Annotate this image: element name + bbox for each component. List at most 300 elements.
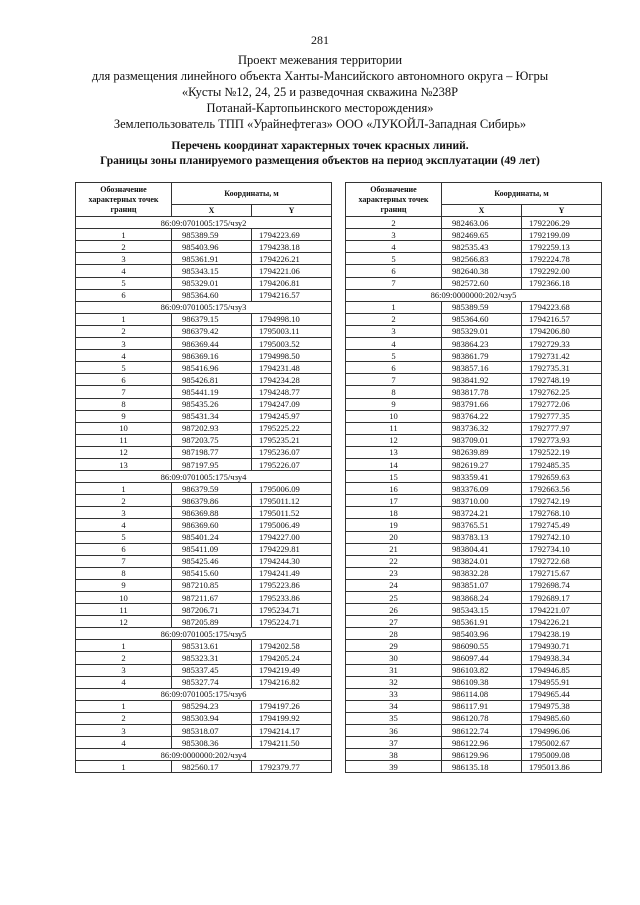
table-row [346, 628, 602, 640]
table-row [76, 350, 332, 362]
point-number: 13 [76, 458, 172, 470]
header-line-1: Проект межевания территории [237, 53, 403, 67]
point-number: 20 [346, 531, 442, 543]
y-coordinate: 1794221.07 [522, 604, 602, 616]
point-number: 4 [346, 241, 442, 253]
x-coordinate: 987198.77 [172, 446, 252, 458]
y-coordinate: 1792206.29 [522, 217, 602, 229]
parcel-designation: 86:09:0000000:202/чзу4 [76, 749, 332, 761]
y-coordinate: 1792742.10 [522, 531, 602, 543]
y-coordinate: 1795003.52 [252, 338, 332, 350]
x-coordinate: 983709.01 [442, 434, 522, 446]
y-coordinate: 1795233.86 [252, 592, 332, 604]
x-coordinate: 982640.38 [442, 265, 522, 277]
y-coordinate: 1795011.52 [252, 507, 332, 519]
x-coordinate: 982469.65 [442, 229, 522, 241]
point-number: 1 [76, 761, 172, 773]
table-row [76, 676, 332, 688]
x-coordinate: 983868.24 [442, 592, 522, 604]
point-number: 2 [346, 217, 442, 229]
y-coordinate: 1792259.13 [522, 241, 602, 253]
point-number: 1 [76, 313, 172, 325]
table-row [76, 398, 332, 410]
group-row [76, 628, 332, 640]
x-coordinate: 985435.26 [172, 398, 252, 410]
point-number: 18 [346, 507, 442, 519]
x-coordinate: 983359.41 [442, 471, 522, 483]
y-coordinate: 1794219.49 [252, 664, 332, 676]
x-coordinate: 982535.43 [442, 241, 522, 253]
table-title-line-1: Перечень координат характерных точек красных линий. [171, 140, 469, 152]
x-coordinate: 983851.07 [442, 579, 522, 591]
point-number: 15 [346, 471, 442, 483]
table-row [346, 616, 602, 628]
table-row [346, 301, 602, 313]
x-coordinate: 985308.36 [172, 737, 252, 749]
x-coordinate: 986122.74 [442, 725, 522, 737]
point-number: 12 [76, 616, 172, 628]
y-coordinate: 1792659.63 [522, 471, 602, 483]
x-coordinate: 983376.09 [442, 483, 522, 495]
designation-header: Обозначение характерных точек границ [76, 183, 172, 217]
y-coordinate: 1794229.81 [252, 543, 332, 555]
table-row [346, 495, 602, 507]
point-number: 31 [346, 664, 442, 676]
x-coordinate: 986379.86 [172, 495, 252, 507]
y-coordinate: 1792722.68 [522, 555, 602, 567]
table-row [76, 664, 332, 676]
y-coordinate: 1792224.78 [522, 253, 602, 265]
point-number: 14 [346, 458, 442, 470]
point-number: 10 [76, 592, 172, 604]
x-coordinate: 986369.16 [172, 350, 252, 362]
x-coordinate: 985343.15 [442, 604, 522, 616]
point-number: 3 [76, 338, 172, 350]
y-coordinate: 1794248.77 [252, 386, 332, 398]
table-row [346, 422, 602, 434]
x-coordinate: 985403.96 [442, 628, 522, 640]
y-header: Y [522, 205, 602, 217]
x-coordinate: 985364.60 [172, 289, 252, 301]
point-number: 26 [346, 604, 442, 616]
x-header: X [442, 205, 522, 217]
y-coordinate: 1794244.30 [252, 555, 332, 567]
y-coordinate: 1795224.71 [252, 616, 332, 628]
header-line-4: Потанай-Картопьинского месторождения» [206, 101, 434, 115]
page-number: 281 [311, 33, 329, 47]
table-row [346, 604, 602, 616]
table-row [346, 458, 602, 470]
point-number: 7 [76, 386, 172, 398]
y-coordinate: 1794199.92 [252, 712, 332, 724]
y-coordinate: 1794946.85 [522, 664, 602, 676]
point-number: 8 [76, 567, 172, 579]
designation-header: Обозначение характерных точек границ [346, 183, 442, 217]
x-coordinate: 987197.95 [172, 458, 252, 470]
point-number: 13 [346, 446, 442, 458]
coordinates-header: Координаты, м [172, 183, 332, 205]
table-row [76, 507, 332, 519]
y-coordinate: 1792777.97 [522, 422, 602, 434]
x-coordinate: 986379.59 [172, 483, 252, 495]
point-number: 7 [76, 555, 172, 567]
y-coordinate: 1792199.09 [522, 229, 602, 241]
x-coordinate: 987210.85 [172, 579, 252, 591]
header-line-5: Землепользователь ТПП «Урайнефтегаз» ООО «ЛУКОЙЛ-Западная Сибирь» [113, 117, 527, 131]
point-number: 1 [76, 640, 172, 652]
table-row [346, 362, 602, 374]
x-coordinate: 985416.96 [172, 362, 252, 374]
x-coordinate: 985329.01 [172, 277, 252, 289]
x-coordinate: 985329.01 [442, 325, 522, 337]
point-number: 5 [76, 362, 172, 374]
x-coordinate: 983765.51 [442, 519, 522, 531]
y-coordinate: 1794216.82 [252, 676, 332, 688]
y-coordinate: 1794227.00 [252, 531, 332, 543]
y-coordinate: 1795223.86 [252, 579, 332, 591]
x-coordinate: 987202.93 [172, 422, 252, 434]
x-coordinate: 987205.89 [172, 616, 252, 628]
table-row [76, 338, 332, 350]
y-coordinate: 1795226.07 [252, 458, 332, 470]
y-coordinate: 1795006.09 [252, 483, 332, 495]
table-row [76, 616, 332, 628]
x-coordinate: 986369.88 [172, 507, 252, 519]
parcel-designation: 86:09:0701005:175/чзу3 [76, 301, 332, 313]
table-row [346, 338, 602, 350]
y-coordinate: 1794197.26 [252, 700, 332, 712]
x-coordinate: 983804.41 [442, 543, 522, 555]
point-number: 5 [76, 277, 172, 289]
y-coordinate: 1795003.11 [252, 325, 332, 337]
table-row [76, 410, 332, 422]
point-number: 10 [346, 410, 442, 422]
table-row [76, 362, 332, 374]
point-number: 29 [346, 640, 442, 652]
table-row [76, 386, 332, 398]
point-number: 1 [76, 483, 172, 495]
x-coordinate: 982566.83 [442, 253, 522, 265]
table-row [346, 446, 602, 458]
x-coordinate: 986097.44 [442, 652, 522, 664]
y-coordinate: 1792522.19 [522, 446, 602, 458]
point-number: 2 [76, 652, 172, 664]
group-row [76, 749, 332, 761]
table-row [76, 531, 332, 543]
table-row [76, 712, 332, 724]
x-coordinate: 985431.34 [172, 410, 252, 422]
y-coordinate: 1794955.91 [522, 676, 602, 688]
y-coordinate: 1792729.33 [522, 338, 602, 350]
y-coordinate: 1794247.09 [252, 398, 332, 410]
table-row [346, 507, 602, 519]
x-coordinate: 985389.59 [172, 229, 252, 241]
table-row [346, 398, 602, 410]
point-number: 39 [346, 761, 442, 773]
point-number: 11 [346, 422, 442, 434]
x-coordinate: 986129.96 [442, 749, 522, 761]
y-coordinate: 1794231.48 [252, 362, 332, 374]
y-coordinate: 1792768.10 [522, 507, 602, 519]
y-coordinate: 1792292.00 [522, 265, 602, 277]
coordinates-table-right [345, 182, 602, 773]
x-coordinate: 983791.66 [442, 398, 522, 410]
x-coordinate: 985403.96 [172, 241, 252, 253]
y-coordinate: 1794223.69 [252, 229, 332, 241]
table-row [346, 325, 602, 337]
table-row [76, 592, 332, 604]
parcel-designation: 86:09:0701005:175/чзу5 [76, 628, 332, 640]
y-coordinate: 1795235.21 [252, 434, 332, 446]
y-coordinate: 1792745.49 [522, 519, 602, 531]
table-title [0, 139, 640, 168]
table-row [346, 386, 602, 398]
table-row [346, 664, 602, 676]
y-coordinate: 1794226.21 [252, 253, 332, 265]
y-coordinate: 1792485.35 [522, 458, 602, 470]
table-row [346, 253, 602, 265]
point-number: 12 [346, 434, 442, 446]
point-number: 4 [76, 676, 172, 688]
coordinates-header: Координаты, м [442, 183, 602, 205]
x-coordinate: 985415.60 [172, 567, 252, 579]
x-coordinate: 985389.59 [442, 301, 522, 313]
point-number: 19 [346, 519, 442, 531]
parcel-designation: 86:09:0701005:175/чзу2 [76, 217, 332, 229]
y-coordinate: 1794965.44 [522, 688, 602, 700]
point-number: 6 [346, 265, 442, 277]
x-coordinate: 986122.96 [442, 737, 522, 749]
table-row [346, 592, 602, 604]
point-number: 34 [346, 700, 442, 712]
table-row [76, 325, 332, 337]
point-number: 9 [76, 579, 172, 591]
table-row [76, 519, 332, 531]
point-number: 1 [76, 700, 172, 712]
point-number: 1 [76, 229, 172, 241]
y-coordinate: 1792379.77 [252, 761, 332, 773]
point-number: 4 [76, 737, 172, 749]
point-number: 4 [76, 519, 172, 531]
y-coordinate: 1794206.80 [522, 325, 602, 337]
table-title-line-2: Границы зоны планируемого размещения объектов на период эксплуатации (49 лет) [100, 154, 540, 167]
y-coordinate: 1792762.25 [522, 386, 602, 398]
x-coordinate: 983817.78 [442, 386, 522, 398]
point-number: 10 [76, 422, 172, 434]
x-coordinate: 982639.89 [442, 446, 522, 458]
x-coordinate: 983736.32 [442, 422, 522, 434]
point-number: 4 [76, 350, 172, 362]
x-coordinate: 983841.92 [442, 374, 522, 386]
coordinates-table-left [75, 182, 332, 773]
y-coordinate: 1794996.06 [522, 725, 602, 737]
y-coordinate: 1794221.06 [252, 265, 332, 277]
point-number: 24 [346, 579, 442, 591]
x-coordinate: 985337.45 [172, 664, 252, 676]
point-number: 6 [76, 289, 172, 301]
point-number: 6 [76, 374, 172, 386]
table-row [346, 555, 602, 567]
point-number: 2 [76, 325, 172, 337]
x-coordinate: 985323.31 [172, 652, 252, 664]
point-number: 16 [346, 483, 442, 495]
table-row [346, 737, 602, 749]
y-coordinate: 1794211.50 [252, 737, 332, 749]
table-row [346, 700, 602, 712]
table-row [346, 471, 602, 483]
x-coordinate: 983864.23 [442, 338, 522, 350]
x-coordinate: 983783.13 [442, 531, 522, 543]
table-row [76, 265, 332, 277]
point-number: 3 [346, 325, 442, 337]
x-coordinate: 982560.17 [172, 761, 252, 773]
group-row [346, 289, 602, 301]
x-coordinate: 986109.38 [442, 676, 522, 688]
point-number: 7 [346, 277, 442, 289]
table-row [76, 458, 332, 470]
point-number: 3 [346, 229, 442, 241]
table-row [346, 652, 602, 664]
coordinates-table-right-body [346, 217, 602, 773]
table-row [346, 229, 602, 241]
x-header: X [172, 205, 252, 217]
point-number: 23 [346, 567, 442, 579]
y-coordinate: 1794241.49 [252, 567, 332, 579]
x-coordinate: 985303.94 [172, 712, 252, 724]
table-row [346, 567, 602, 579]
x-coordinate: 985426.81 [172, 374, 252, 386]
table-row [76, 761, 332, 773]
point-number: 25 [346, 592, 442, 604]
table-row [76, 555, 332, 567]
y-coordinate: 1794985.60 [522, 712, 602, 724]
x-coordinate: 982463.06 [442, 217, 522, 229]
point-number: 3 [76, 507, 172, 519]
point-number: 7 [346, 374, 442, 386]
y-coordinate: 1792734.10 [522, 543, 602, 555]
table-row [76, 241, 332, 253]
x-coordinate: 987211.67 [172, 592, 252, 604]
x-coordinate: 983832.28 [442, 567, 522, 579]
table-row [346, 579, 602, 591]
point-number: 37 [346, 737, 442, 749]
document-header [0, 52, 640, 132]
point-number: 28 [346, 628, 442, 640]
table-row [76, 567, 332, 579]
y-coordinate: 1795236.07 [252, 446, 332, 458]
y-coordinate: 1795002.67 [522, 737, 602, 749]
table-row [76, 579, 332, 591]
y-coordinate: 1794226.21 [522, 616, 602, 628]
point-number: 8 [346, 386, 442, 398]
x-coordinate: 983724.21 [442, 507, 522, 519]
table-row [346, 241, 602, 253]
x-coordinate: 985401.24 [172, 531, 252, 543]
y-coordinate: 1794998.50 [252, 350, 332, 362]
point-number: 4 [76, 265, 172, 277]
table-row [76, 725, 332, 737]
x-coordinate: 985294.23 [172, 700, 252, 712]
table-row [346, 519, 602, 531]
table-row [76, 640, 332, 652]
table-row [346, 313, 602, 325]
x-coordinate: 985361.91 [172, 253, 252, 265]
x-coordinate: 986090.55 [442, 640, 522, 652]
y-coordinate: 1792698.74 [522, 579, 602, 591]
x-coordinate: 983861.79 [442, 350, 522, 362]
table-row [76, 253, 332, 265]
x-coordinate: 985327.74 [172, 676, 252, 688]
table-row [346, 531, 602, 543]
coordinates-table-left-body [76, 217, 332, 773]
group-row [76, 471, 332, 483]
table-row [346, 543, 602, 555]
table-row [346, 761, 602, 773]
y-coordinate: 1792735.31 [522, 362, 602, 374]
group-row [76, 217, 332, 229]
x-coordinate: 983857.16 [442, 362, 522, 374]
y-coordinate: 1794938.34 [522, 652, 602, 664]
x-coordinate: 985343.15 [172, 265, 252, 277]
x-coordinate: 983764.22 [442, 410, 522, 422]
table-row [76, 543, 332, 555]
x-coordinate: 985313.61 [172, 640, 252, 652]
x-coordinate: 986114.08 [442, 688, 522, 700]
table-row [346, 483, 602, 495]
x-coordinate: 985364.60 [442, 313, 522, 325]
y-coordinate: 1794202.58 [252, 640, 332, 652]
y-coordinate: 1794206.81 [252, 277, 332, 289]
point-number: 6 [346, 362, 442, 374]
y-coordinate: 1795013.86 [522, 761, 602, 773]
point-number: 2 [76, 241, 172, 253]
table-row [346, 410, 602, 422]
y-coordinate: 1792773.93 [522, 434, 602, 446]
x-coordinate: 983710.00 [442, 495, 522, 507]
x-coordinate: 986369.44 [172, 338, 252, 350]
table-row [346, 265, 602, 277]
header-line-2: для размещения линейного объекта Ханты-Мансийского автономного округа – Югры [91, 69, 549, 83]
y-coordinate: 1795225.22 [252, 422, 332, 434]
table-row [76, 434, 332, 446]
y-coordinate: 1792663.56 [522, 483, 602, 495]
table-row [76, 277, 332, 289]
point-number: 11 [76, 604, 172, 616]
point-number: 11 [76, 434, 172, 446]
y-coordinate: 1795006.49 [252, 519, 332, 531]
point-number: 35 [346, 712, 442, 724]
x-coordinate: 986117.91 [442, 700, 522, 712]
y-coordinate: 1794975.38 [522, 700, 602, 712]
y-coordinate: 1795011.12 [252, 495, 332, 507]
point-number: 6 [76, 543, 172, 555]
y-coordinate: 1792772.06 [522, 398, 602, 410]
header-line-3: «Кусты №12, 24, 25 и разведочная скважина №238Р [181, 85, 459, 99]
y-coordinate: 1792366.18 [522, 277, 602, 289]
table-row [346, 749, 602, 761]
table-row [76, 446, 332, 458]
table-row [346, 374, 602, 386]
point-number: 2 [76, 495, 172, 507]
y-coordinate: 1792748.19 [522, 374, 602, 386]
y-coordinate: 1792715.67 [522, 567, 602, 579]
point-number: 4 [346, 338, 442, 350]
point-number: 8 [76, 398, 172, 410]
x-coordinate: 985441.19 [172, 386, 252, 398]
y-coordinate: 1794238.19 [522, 628, 602, 640]
point-number: 12 [76, 446, 172, 458]
x-coordinate: 986369.60 [172, 519, 252, 531]
